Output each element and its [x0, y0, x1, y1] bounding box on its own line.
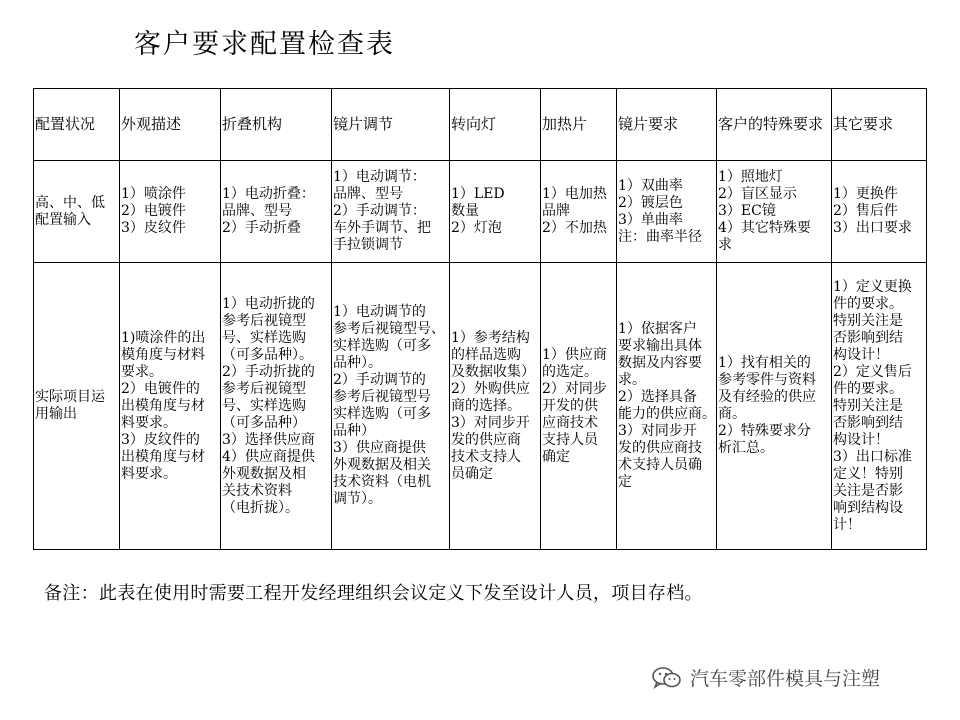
column-header: 加热片: [541, 89, 617, 161]
table-cell: 1）LED 数量 2）灯泡: [450, 161, 541, 263]
table-cell: 1）喷涂件 2）电镀件 3）皮纹件: [120, 161, 221, 263]
page-title: 客户要求配置检查表: [134, 29, 395, 60]
table-cell: 1）依据客户 要求输出具体 数据及内容要 求。 2）选择具备 能力的供应商。 3）对同步开 发的供应商技 术支持人员确 定: [617, 263, 717, 550]
watermark: [652, 664, 880, 691]
table-header-row: [34, 89, 927, 161]
table-cell: 1）照地灯 2）盲区显示 3）EC镜 4）其它特殊要 求: [717, 161, 832, 263]
watermark-text: 汽车零部件模具与注塑: [690, 668, 881, 690]
column-header: 镜片调节: [332, 89, 450, 161]
table-cell: 1）双曲率 2）镀层色 3）单曲率 注：曲率半径: [617, 161, 717, 263]
table-cell: 1）找有相关的 参考零件与资料 及有经验的供应 商。 2）特殊要求分 析汇总。: [717, 263, 832, 550]
table-cell: 1）电动调节： 品牌、型号 2）手动调节： 车外手调节、把 手拉锁调节: [332, 161, 450, 263]
column-header: 转向灯: [450, 89, 541, 161]
table-cell: 实际项目运 用输出: [34, 263, 120, 550]
table-cell: 1）更换件 2）售后件 3）出口要求: [832, 161, 927, 263]
remark-note: 备注：此表在使用时需要工程开发经理组织会议定义下发至设计人员，项目存档。: [44, 583, 703, 604]
column-header: 客户的特殊要求: [717, 89, 832, 161]
table-cell: 1）供应商 的选定。 2）对同步 开发的供 应商技术 支持人员 确定: [541, 263, 617, 550]
column-header: 外观描述: [120, 89, 221, 161]
column-header: 配置状况: [34, 89, 120, 161]
table-cell: 1）电动调节的 参考后视镜型号、 实样选购（可多 品种）。 2）手动调节的 参考后视镜型号 实样选购（可多 品种） 3）供应商提供 外观数据及相关 技术资料（电机 调节）。: [332, 263, 450, 550]
table-cell: 1）电加热 品牌 2）不加热: [541, 161, 617, 263]
table-cell: 1）电动折叠： 品牌、型号 2）手动折叠: [221, 161, 332, 263]
table-row: [34, 161, 927, 263]
table-cell: 1）参考结构 的样品选购 及数据收集） 2）外购供应 商的选择。 3）对同步开 发的供应商 技术支持人 员确定: [450, 263, 541, 550]
table-row: [34, 263, 927, 550]
table-cell: 1）定义更换 件的要求。 特别关注是 否影响到结 构设计！ 2）定义售后 件的要求。 特别关注是 否影响到结 构设计！ 3）出口标准 定义！特别 关注是否影 响到结构设 计！: [832, 263, 927, 550]
config-check-table: [33, 88, 927, 550]
table-cell: 高、中、低 配置输入: [34, 161, 120, 263]
wechat-icon: [652, 666, 682, 690]
column-header: 其它要求: [832, 89, 927, 161]
table-cell: 1)喷涂件的出 模角度与材料 要求。 2）电镀件的 出模角度与材 料要求。 3）皮纹件的 出模角度与材 料要求。: [120, 263, 221, 550]
column-header: 折叠机构: [221, 89, 332, 161]
column-header: 镜片要求: [617, 89, 717, 161]
table-cell: 1）电动折拢的 参考后视镜型 号、实样选购 （可多品种）。 2）手动折拢的 参考后视镜型 号、实样选购 （可多品种） 3）选择供应商 4）供应商提供 外观数据及相 关技术资料 （电折拢）。: [221, 263, 332, 550]
